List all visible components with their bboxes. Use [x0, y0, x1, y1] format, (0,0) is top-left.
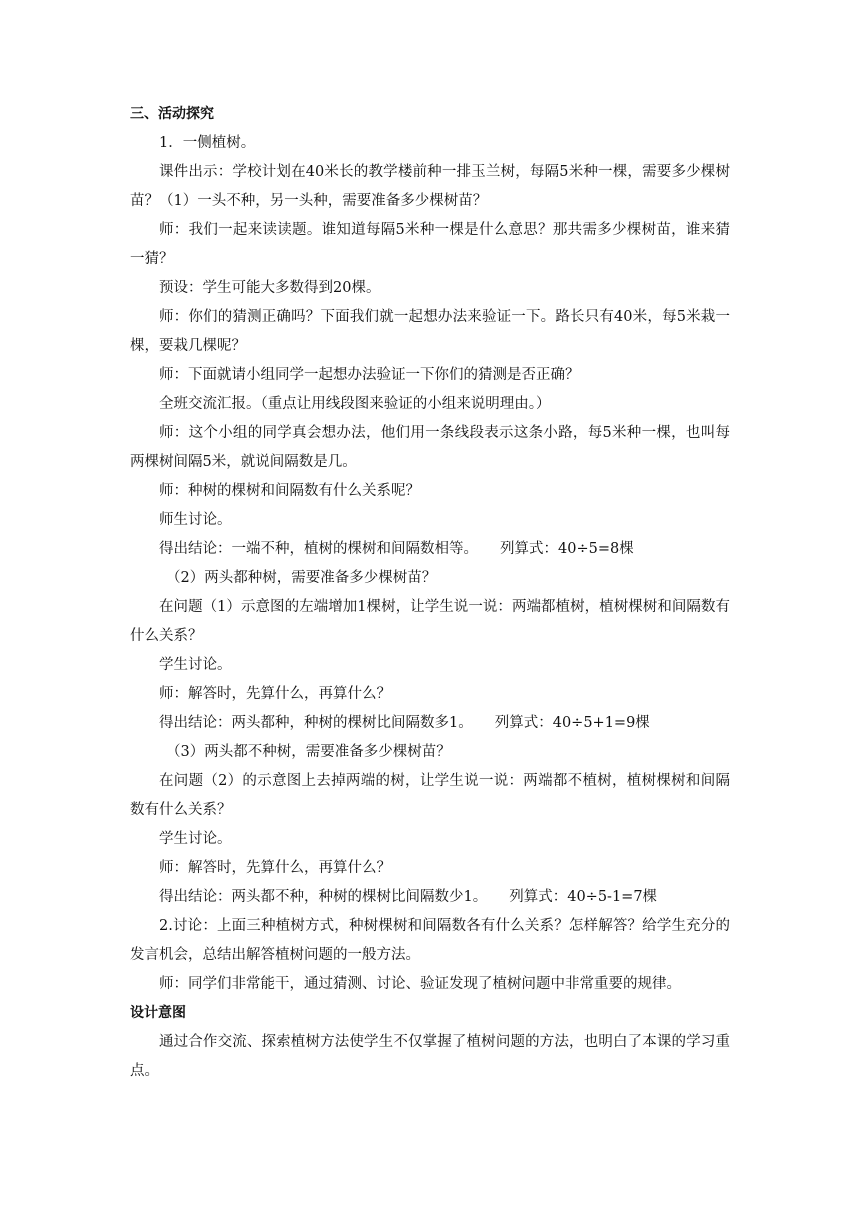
item2-paragraph: 2.讨论：上面三种植树方式，种树棵树和间隔数各有什么关系？怎样解答？给学生充分的发言机会，总结出解答植树问题的一般方法。: [130, 918, 730, 963]
discuss-line-1: 师生讨论。: [159, 512, 232, 528]
conclusion-1: 得出结论：一端不种，植树的棵树和间隔数相等。: [159, 541, 478, 557]
discuss-line-3: 学生讨论。: [159, 831, 232, 847]
teacher-line-3: 师：下面就请小组同学一起想办法验证一下你们的猜测是否正确？: [159, 367, 580, 383]
discuss-line-2: 学生讨论。: [159, 657, 232, 673]
courseware-paragraph: 课件出示：学校计划在40米长的教学楼前种一排玉兰树，每隔5米种一棵，需要多少棵树苗？（1）一头不种，另一头种，需要准备多少棵树苗？: [130, 164, 730, 209]
teacher-line-4: 师：这个小组的同学真会想办法，他们用一条线段表示这条小路，每5米种一棵，也叫每两棵树间隔5米，就说间隔数是几。: [130, 425, 730, 470]
conclusion-2: 得出结论：两头都种，种树的棵树比间隔数多1。: [159, 715, 473, 731]
question-2-description: 在问题（1）示意图的左端增加1棵树，让学生说一说：两端都植树，植树棵树和间隔数有什么关系？: [130, 599, 730, 644]
teacher-line-1: 师：我们一起来读读题。谁知道每隔5米种一棵是什么意思？那共需多少棵树苗，谁来猜一猜？: [130, 222, 730, 267]
conclusion-line-2: [130, 709, 730, 738]
question-3: （3）两头都不种树，需要准备多少棵树苗？: [166, 744, 451, 760]
teacher-line-6: 师：解答时，先算什么，再算什么？: [159, 686, 391, 702]
question-2: （2）两头都种树，需要准备多少棵树苗？: [166, 570, 437, 586]
question-3-description: 在问题（2）的示意图上去掉两端的树，让学生说一说：两端都不植树，植树棵树和间隔数有什么关系？: [130, 773, 730, 818]
section-heading: 三、活动探究: [130, 106, 214, 122]
item1-title: 1．一侧植树。: [159, 135, 256, 151]
document-page: [130, 100, 730, 1086]
teacher-line-2: 师：你们的猜测正确吗？下面我们就一起想办法来验证一下。路长只有40米，每5米栽一棵，要栽几棵呢？: [130, 309, 730, 354]
formula-2: 列算式：40÷5+1=9棵: [494, 715, 650, 731]
design-paragraph: 通过合作交流、探索植树方法使学生不仅掌握了植树问题的方法，也明白了本课的学习重点。: [130, 1034, 730, 1079]
conclusion-line-1: [130, 535, 730, 564]
teacher-line-5: 师：种树的棵树和间隔数有什么关系呢？: [159, 483, 420, 499]
preset-line: 预设：学生可能大多数得到20棵。: [159, 280, 381, 296]
formula-1: 列算式：40÷5=8棵: [500, 541, 634, 557]
conclusion-3: 得出结论：两头都不种，种树的棵树比间隔数少1。: [159, 889, 488, 905]
design-heading: 设计意图: [130, 1005, 186, 1021]
teacher-line-7: 师：解答时，先算什么，再算什么？: [159, 860, 391, 876]
formula-3: 列算式：40÷5-1=7棵: [509, 889, 658, 905]
teacher-line-8: 师：同学们非常能干，通过猜测、讨论、验证发现了植树问题中非常重要的规律。: [159, 976, 681, 992]
report-line: 全班交流汇报。（重点让用线段图来验证的小组来说明理由。）: [159, 396, 551, 412]
conclusion-line-3: [130, 883, 730, 912]
